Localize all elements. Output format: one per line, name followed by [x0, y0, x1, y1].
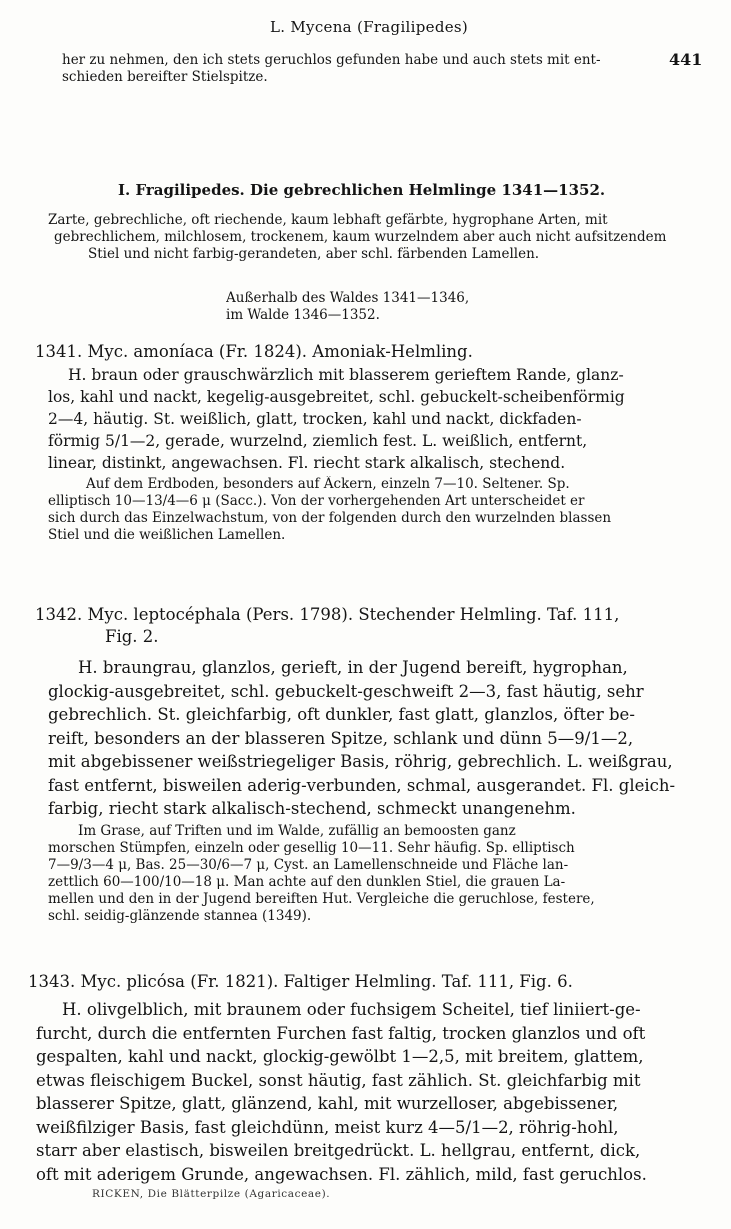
- section-key: [226, 290, 626, 324]
- page-number: 441: [669, 50, 703, 69]
- text-line: H. braungrau, glanzlos, gerieft, in der Jugend bereift, hygrophan,: [78, 658, 628, 677]
- page-footer: RICKEN, Die Blätterpilze (Agaricaceae).: [92, 1188, 331, 1200]
- text-line: weißfilziger Basis, fast gleichdünn, meist kurz 4—5/1—2, röhrig-hohl,: [36, 1117, 619, 1137]
- note-line: Im Grase, auf Triften und im Walde, zufällig an bemoosten ganz: [78, 822, 516, 839]
- entry-1342: [35, 604, 705, 925]
- entry-heading-cont: Fig. 2.: [105, 627, 159, 646]
- note-line: schl. seidig-glänzende stannea (1349).: [48, 907, 312, 924]
- note-line: zettlich 60—100/10—18 μ. Man achte auf den dunklen Stiel, die grauen La-: [48, 873, 566, 890]
- section-title: I. Fragilipedes. Die gebrechlichen Helmlinge 1341—1352.: [118, 181, 606, 199]
- note-line: morschen Stümpfen, einzeln oder gesellig 10—11. Sehr häufig. Sp. elliptisch: [48, 839, 575, 856]
- text-line: linear, distinkt, angewachsen. Fl. riecht stark alkalisch, stechend.: [48, 454, 566, 472]
- text-line: glockig-ausgebreitet, schl. gebuckelt-geschweift 2—3, fast häutig, sehr: [48, 681, 644, 701]
- text-line: gespalten, kahl und nackt, glockig-gewölbt 1—2,5, mit breitem, glattem,: [36, 1047, 644, 1066]
- entry-heading: 1341. Myc. amoníaca (Fr. 1824). Amoniak-Helmling.: [35, 342, 473, 361]
- running-head: L. Mycena (Fragilipedes): [270, 18, 469, 36]
- text-line: reift, besonders an der blasseren Spitze, schlank und dünn 5—9/1—2,: [48, 728, 634, 748]
- note-line: mellen und den in der Jugend bereiften Hut. Vergleiche die geruchlose, festere,: [48, 890, 595, 907]
- continuation-text: [62, 52, 702, 86]
- key-line: im Walde 1346—1352.: [226, 307, 380, 323]
- key-line: Außerhalb des Waldes 1341—1346,: [226, 290, 470, 306]
- note-line: elliptisch 10—13/4—6 μ (Sacc.). Von der vorhergehenden Art unterscheidet er: [48, 493, 585, 509]
- text-line: H. braun oder grauschwärzlich mit blasserem gerieftem Rande, glanz-: [68, 366, 624, 384]
- text-line: oft mit aderigem Grunde, angewachsen. Fl. zählich, mild, fast geruchlos.: [36, 1164, 647, 1184]
- text-line: H. olivgelblich, mit braunem oder fuchsigem Scheitel, tief liniiert-ge-: [62, 1000, 641, 1019]
- text-line: schieden bereifter Stielspitze.: [62, 69, 268, 85]
- text-line: etwas fleischigem Buckel, sonst häutig, fast zählich. St. gleichfarbig mit: [36, 1070, 641, 1090]
- note-line: Stiel und die weißlichen Lamellen.: [48, 527, 286, 543]
- text-line: Stiel und nicht farbig-gerandeten, aber schl. färbenden Lamellen.: [88, 246, 540, 262]
- text-line: 2—4, häutig. St. weißlich, glatt, trocken, kahl und nackt, dickfaden-: [48, 410, 582, 428]
- section-description: [48, 212, 708, 263]
- note-line: Auf dem Erdboden, besonders auf Äckern, einzeln 7—10. Seltener. Sp.: [86, 476, 570, 492]
- text-line: starr aber elastisch, bisweilen breitgedrückt. L. hellgrau, entfernt, dick,: [36, 1141, 641, 1160]
- entry-heading: 1342. Myc. leptocéphala (Pers. 1798). Stechender Helmling. Taf. 111,: [35, 605, 620, 624]
- section-heading: [118, 180, 708, 200]
- entry-heading: 1343. Myc. plicósa (Fr. 1821). Faltiger Helmling. Taf. 111, Fig. 6.: [28, 972, 573, 991]
- text-line: förmig 5/1—2, gerade, wurzelnd, ziemlich fest. L. weißlich, entfernt,: [48, 432, 588, 450]
- note-line: 7—9/3—4 μ, Bas. 25—30/6—7 μ, Cyst. an Lamellenschneide und Fläche lan-: [48, 856, 569, 873]
- entry-1343: [28, 970, 708, 1186]
- text-line: mit abgebissener weißstriegeliger Basis, röhrig, gebrechlich. L. weißgrau,: [48, 752, 673, 771]
- text-line: los, kahl und nackt, kegelig-ausgebreitet, schl. gebuckelt-scheibenförmig: [48, 388, 625, 406]
- note-line: sich durch das Einzelwachstum, von der folgenden durch den wurzelnden blassen: [48, 510, 612, 526]
- text-line: furcht, durch die entfernten Furchen fast faltig, trocken glanzlos und oft: [36, 1023, 646, 1043]
- entry-1341: [35, 340, 705, 544]
- text-line: gebrechlich. St. gleichfarbig, oft dunkler, fast glatt, glanzlos, öfter be-: [48, 705, 635, 724]
- text-line: farbig, riecht stark alkalisch-stechend, schmeckt unangenehm.: [48, 799, 576, 818]
- text-line: gebrechlichem, milchlosem, trockenem, kaum wurzelndem aber auch nicht aufsitzendem: [54, 229, 667, 245]
- text-line: Zarte, gebrechliche, oft riechende, kaum lebhaft gefärbte, hygrophane Arten, mit: [48, 212, 608, 228]
- text-line: her zu nehmen, den ich stets geruchlos gefunden habe und auch stets mit ent-: [62, 52, 601, 68]
- text-line: fast entfernt, bisweilen aderig-verbunden, schmal, ausgerandet. Fl. gleich-: [48, 775, 676, 795]
- text-line: blasserer Spitze, glatt, glänzend, kahl, mit wurzelloser, abgebissener,: [36, 1094, 619, 1113]
